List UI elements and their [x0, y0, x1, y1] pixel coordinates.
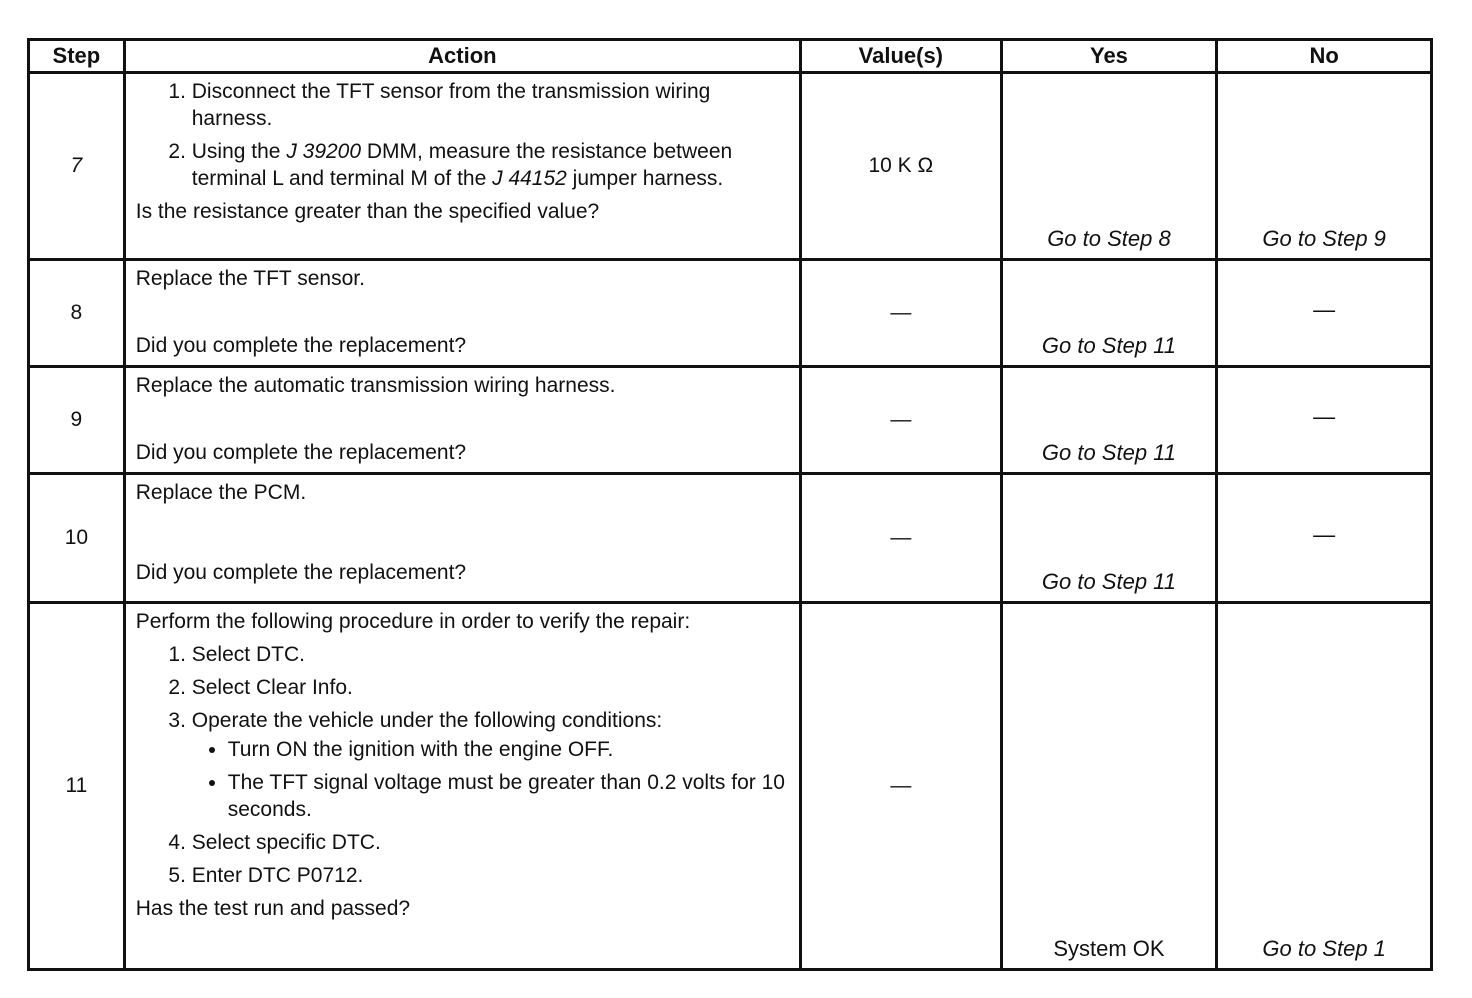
header-yes: Yes	[1001, 40, 1217, 73]
step-number: 9	[29, 367, 125, 474]
value-cell: 10 K Ω	[801, 73, 1002, 260]
list-item: 1. Select DTC.	[192, 641, 787, 668]
header-action: Action	[124, 40, 800, 73]
table-row	[29, 603, 1432, 970]
list-item: 4. Select specific DTC.	[192, 829, 787, 856]
action-text: Operate the vehicle under the following conditions:	[191, 709, 663, 732]
action-text: Replace the TFT sensor.	[135, 267, 365, 290]
value-cell: —	[801, 603, 1002, 970]
condition-list	[192, 736, 787, 823]
step-number: 11	[29, 603, 125, 970]
action-text: Replace the automatic transmission wiring harness.	[135, 374, 616, 397]
yes-cell: Go to Step 11	[1001, 474, 1217, 603]
action-cell	[124, 73, 800, 260]
no-cell: —	[1217, 260, 1432, 367]
header-row	[29, 40, 1432, 73]
action-cell	[124, 367, 800, 474]
question-text: Did you complete the replacement?	[135, 561, 467, 584]
action-cell	[124, 603, 800, 970]
step-number: 10	[29, 474, 125, 603]
yes-cell: Go to Step 11	[1001, 367, 1217, 474]
yes-cell: Go to Step 11	[1001, 260, 1217, 367]
table-row	[29, 260, 1432, 367]
header-no: No	[1217, 40, 1432, 73]
action-text: jumper harness.	[566, 167, 724, 190]
no-cell: Go to Step 9	[1217, 73, 1432, 260]
list-item	[192, 138, 787, 192]
list-item: 2. Select Clear Info.	[192, 674, 787, 701]
step-number: 8	[29, 260, 125, 367]
header-values: Value(s)	[801, 40, 1002, 73]
question-text: Has the test run and passed?	[135, 897, 411, 920]
question-text: Did you complete the replacement?	[135, 334, 467, 357]
step-number: 7	[29, 73, 125, 260]
action-text: DMM, measure the resistance between terminal L and terminal M of the	[191, 140, 733, 190]
yes-cell: System OK	[1001, 603, 1217, 970]
action-list	[136, 78, 787, 192]
value-cell: —	[801, 474, 1002, 603]
list-item: • Turn ON the ignition with the engine OFF.	[228, 736, 787, 763]
no-cell: —	[1217, 474, 1432, 603]
tool-name: J 44152	[492, 167, 567, 190]
action-cell	[124, 474, 800, 603]
action-intro: Perform the following procedure in order to verify the repair:	[135, 610, 691, 633]
list-item	[192, 707, 787, 823]
question-text: Did you complete the replacement?	[135, 441, 467, 464]
table-row	[29, 73, 1432, 260]
table-row	[29, 474, 1432, 603]
value-cell: —	[801, 367, 1002, 474]
table-row	[29, 367, 1432, 474]
action-cell	[124, 260, 800, 367]
value-cell: —	[801, 260, 1002, 367]
diagnostic-table	[27, 38, 1433, 971]
list-item: • The TFT signal voltage must be greater than 0.2 volts for 10 seconds.	[228, 769, 787, 823]
action-text: Replace the PCM.	[135, 481, 307, 504]
action-text: Using the	[191, 140, 287, 163]
list-item: 5. Enter DTC P0712.	[192, 862, 787, 889]
no-cell: —	[1217, 367, 1432, 474]
yes-cell: Go to Step 8	[1001, 73, 1217, 260]
tool-name: J 39200	[286, 140, 362, 163]
question-text: Is the resistance greater than the specified value?	[135, 200, 600, 223]
no-cell: Go to Step 1	[1217, 603, 1432, 970]
header-step: Step	[29, 40, 125, 73]
list-item: 1. Disconnect the TFT sensor from the transmission wiring harness.	[192, 78, 787, 132]
action-list	[136, 641, 787, 889]
